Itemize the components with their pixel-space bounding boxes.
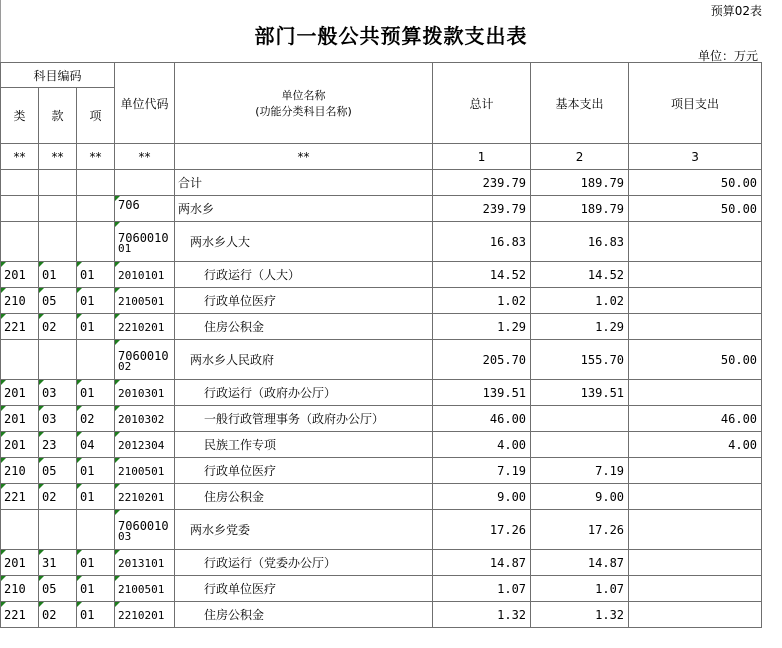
cell-total: 1.32 — [433, 602, 531, 628]
marker-unit-code: ** — [115, 144, 175, 170]
cell-total: 16.83 — [433, 222, 531, 262]
cell-lei: 221 — [1, 602, 39, 628]
header-basic: 基本支出 — [531, 63, 629, 144]
cell-unit-name: 一般行政管理事务（政府办公厅） — [175, 406, 433, 432]
unit-code-sub: 2100501 — [118, 584, 165, 593]
budget-table — [0, 62, 762, 628]
cell-lei: 221 — [1, 314, 39, 340]
cell-unit-name: 两水乡党委 — [175, 510, 433, 550]
cell-xiang: 01 — [77, 602, 115, 628]
cell-total: 4.00 — [433, 432, 531, 458]
cell-project: 50.00 — [629, 196, 762, 222]
cell-project — [629, 602, 762, 628]
cell-kuan: 02 — [39, 602, 77, 628]
cell-kuan: 02 — [39, 314, 77, 340]
cell-unit-name: 行政单位医疗 — [175, 288, 433, 314]
marker-kuan: ** — [39, 144, 77, 170]
table-row — [1, 288, 762, 314]
cell-project — [629, 576, 762, 602]
cell-lei: 201 — [1, 432, 39, 458]
unit-code-sub — [118, 211, 174, 219]
cell-basic: 189.79 — [531, 196, 629, 222]
cell-basic: 1.32 — [531, 602, 629, 628]
header-unit-name — [175, 63, 433, 144]
cell-total: 46.00 — [433, 406, 531, 432]
cell-kuan: 31 — [39, 550, 77, 576]
cell-project — [629, 458, 762, 484]
cell-xiang — [77, 340, 115, 380]
cell-unit-code — [115, 222, 175, 262]
cell-unit-code — [115, 406, 175, 432]
table-row — [1, 432, 762, 458]
cell-basic: 139.51 — [531, 380, 629, 406]
cell-xiang — [77, 170, 115, 196]
cell-xiang: 02 — [77, 406, 115, 432]
cell-lei — [1, 340, 39, 380]
cell-basic — [531, 406, 629, 432]
cell-basic: 1.07 — [531, 576, 629, 602]
cell-project — [629, 550, 762, 576]
cell-project: 4.00 — [629, 432, 762, 458]
cell-xiang: 01 — [77, 458, 115, 484]
unit-code-sub: 02 — [118, 361, 132, 370]
cell-xiang — [77, 222, 115, 262]
marker-project: 3 — [629, 144, 762, 170]
cell-total: 1.07 — [433, 576, 531, 602]
header-project: 项目支出 — [629, 63, 762, 144]
unit-code-sub: 2210201 — [118, 610, 165, 619]
cell-xiang: 01 — [77, 262, 115, 288]
cell-project — [629, 510, 762, 550]
cell-basic: 17.26 — [531, 510, 629, 550]
cell-kuan: 03 — [39, 406, 77, 432]
marker-xiang: ** — [77, 144, 115, 170]
cell-kuan: 05 — [39, 288, 77, 314]
cell-lei — [1, 510, 39, 550]
cell-total: 14.87 — [433, 550, 531, 576]
cell-lei: 201 — [1, 262, 39, 288]
cell-unit-name: 民族工作专项 — [175, 432, 433, 458]
cell-unit-code — [115, 170, 175, 196]
cell-basic: 14.52 — [531, 262, 629, 288]
cell-kuan: 03 — [39, 380, 77, 406]
table-row — [1, 510, 762, 550]
cell-xiang — [77, 196, 115, 222]
table-row — [1, 406, 762, 432]
cell-unit-name: 行政单位医疗 — [175, 576, 433, 602]
header-total: 总计 — [433, 63, 531, 144]
cell-lei — [1, 222, 39, 262]
cell-lei: 210 — [1, 576, 39, 602]
unit-code-sub: 2010301 — [118, 388, 165, 397]
cell-project — [629, 380, 762, 406]
marker-row — [1, 144, 762, 170]
header-unit-code: 单位代码 — [115, 63, 175, 144]
cell-total: 205.70 — [433, 340, 531, 380]
cell-xiang: 01 — [77, 576, 115, 602]
header-xiang: 项 — [77, 88, 115, 144]
form-code: 预算02表 — [710, 4, 762, 18]
cell-kuan — [39, 222, 77, 262]
cell-lei: 201 — [1, 380, 39, 406]
cell-unit-name: 住房公积金 — [175, 484, 433, 510]
cell-lei: 210 — [1, 458, 39, 484]
cell-unit-name: 两水乡人大 — [175, 222, 433, 262]
cell-lei: 201 — [1, 550, 39, 576]
marker-total: 1 — [433, 144, 531, 170]
cell-total: 1.02 — [433, 288, 531, 314]
cell-unit-code — [115, 550, 175, 576]
table-row — [1, 196, 762, 222]
cell-kuan — [39, 196, 77, 222]
cell-xiang — [77, 510, 115, 550]
cell-basic: 1.29 — [531, 314, 629, 340]
cell-project: 46.00 — [629, 406, 762, 432]
cell-unit-name: 行政运行（政府办公厅） — [175, 380, 433, 406]
header-kuan: 款 — [39, 88, 77, 144]
cell-xiang: 01 — [77, 288, 115, 314]
table-row — [1, 458, 762, 484]
cell-basic: 1.02 — [531, 288, 629, 314]
cell-kuan: 02 — [39, 484, 77, 510]
table-row — [1, 380, 762, 406]
cell-unit-name: 住房公积金 — [175, 602, 433, 628]
cell-lei: 201 — [1, 406, 39, 432]
cell-unit-name: 行政单位医疗 — [175, 458, 433, 484]
cell-kuan — [39, 510, 77, 550]
table-row — [1, 314, 762, 340]
cell-total: 239.79 — [433, 170, 531, 196]
cell-project — [629, 314, 762, 340]
cell-kuan: 05 — [39, 458, 77, 484]
unit-code-sub: 01 — [118, 243, 132, 252]
cell-unit-name: 住房公积金 — [175, 314, 433, 340]
cell-kuan: 23 — [39, 432, 77, 458]
marker-basic: 2 — [531, 144, 629, 170]
cell-lei — [1, 170, 39, 196]
cell-unit-code — [115, 262, 175, 288]
unit-code-sub: 2010101 — [118, 270, 165, 279]
cell-kuan — [39, 170, 77, 196]
unit-code-sub: 2100501 — [118, 296, 165, 305]
page-title: 部门一般公共预算拨款支出表 — [254, 24, 528, 48]
cell-total: 239.79 — [433, 196, 531, 222]
cell-total: 1.29 — [433, 314, 531, 340]
marker-unit-name: ** — [175, 144, 433, 170]
cell-xiang: 01 — [77, 314, 115, 340]
unit-code-sub: 2210201 — [118, 322, 165, 331]
cell-kuan — [39, 340, 77, 380]
header-subject-code: 科目编码 — [1, 63, 115, 88]
cell-basic: 189.79 — [531, 170, 629, 196]
cell-total: 14.52 — [433, 262, 531, 288]
cell-lei: 210 — [1, 288, 39, 314]
cell-kuan: 01 — [39, 262, 77, 288]
cell-lei — [1, 196, 39, 222]
unit-code-sub: 2013101 — [118, 558, 165, 567]
cell-project: 50.00 — [629, 340, 762, 380]
table-row — [1, 576, 762, 602]
cell-unit-code — [115, 288, 175, 314]
cell-project — [629, 484, 762, 510]
cell-project — [629, 262, 762, 288]
unit-code-main: 7060010 — [118, 230, 169, 245]
cell-basic: 7.19 — [531, 458, 629, 484]
cell-unit-code — [115, 314, 175, 340]
cell-project — [629, 222, 762, 262]
cell-unit-code — [115, 432, 175, 458]
cell-project — [629, 288, 762, 314]
marker-lei: ** — [1, 144, 39, 170]
cell-xiang: 01 — [77, 380, 115, 406]
unit-code-main: 7060010 — [118, 518, 169, 533]
unit-code-sub: 03 — [118, 531, 132, 540]
cell-unit-code — [115, 510, 175, 550]
cell-unit-code — [115, 602, 175, 628]
cell-basic: 16.83 — [531, 222, 629, 262]
header-unit-name-main: 单位名称 — [281, 89, 326, 102]
cell-total: 7.19 — [433, 458, 531, 484]
cell-xiang: 01 — [77, 484, 115, 510]
cell-unit-code — [115, 380, 175, 406]
cell-unit-name: 行政运行（党委办公厅） — [175, 550, 433, 576]
cell-total: 17.26 — [433, 510, 531, 550]
cell-xiang: 01 — [77, 550, 115, 576]
header-lei: 类 — [1, 88, 39, 144]
header-unit-name-sub: (功能分类科目名称) — [255, 105, 352, 118]
table-row — [1, 262, 762, 288]
cell-xiang: 04 — [77, 432, 115, 458]
cell-basic: 9.00 — [531, 484, 629, 510]
cell-basic: 14.87 — [531, 550, 629, 576]
cell-lei: 221 — [1, 484, 39, 510]
table-row — [1, 484, 762, 510]
unit-code-sub: 2210201 — [118, 492, 165, 501]
unit-code-sub: 2100501 — [118, 466, 165, 475]
cell-total: 9.00 — [433, 484, 531, 510]
unit-code-main: 706 — [118, 197, 140, 212]
table-row — [1, 340, 762, 380]
cell-unit-name: 行政运行（人大） — [175, 262, 433, 288]
cell-kuan: 05 — [39, 576, 77, 602]
cell-basic: 155.70 — [531, 340, 629, 380]
cell-unit-code — [115, 576, 175, 602]
cell-project: 50.00 — [629, 170, 762, 196]
cell-basic — [531, 432, 629, 458]
unit-code-sub — [118, 179, 174, 187]
table-row — [1, 222, 762, 262]
unit-code-sub: 2010302 — [118, 414, 165, 423]
table-row — [1, 170, 762, 196]
cell-unit-name: 合计 — [175, 170, 433, 196]
cell-unit-code — [115, 458, 175, 484]
cell-unit-name: 两水乡人民政府 — [175, 340, 433, 380]
cell-unit-code — [115, 484, 175, 510]
cell-unit-name: 两水乡 — [175, 196, 433, 222]
unit-code-sub: 2012304 — [118, 440, 165, 449]
unit-code-main: 7060010 — [118, 348, 169, 363]
cell-unit-code — [115, 196, 175, 222]
table-row — [1, 550, 762, 576]
cell-total: 139.51 — [433, 380, 531, 406]
unit-label: 单位：万元 — [697, 49, 758, 63]
table-row — [1, 602, 762, 628]
cell-unit-code — [115, 340, 175, 380]
